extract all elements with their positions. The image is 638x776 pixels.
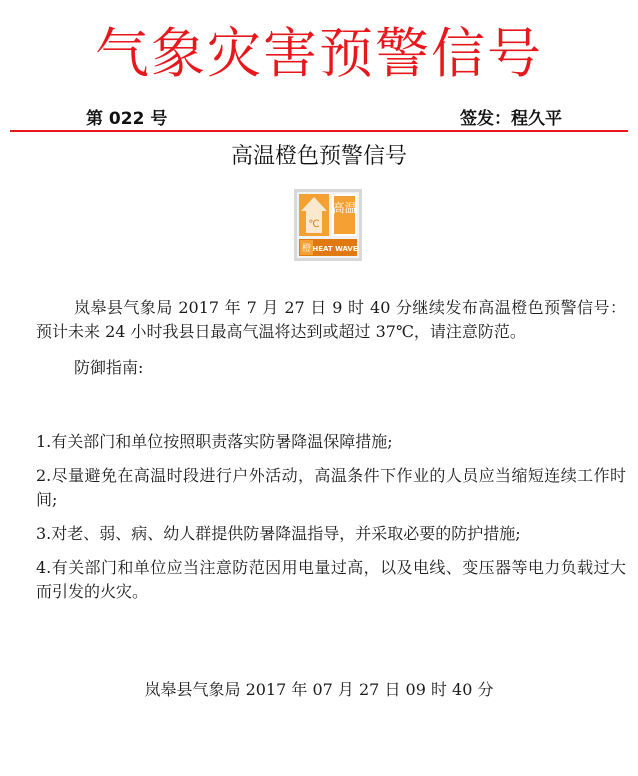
intro-paragraph: 岚皋县气象局 2017 年 7 月 27 日 9 时 40 分继续发布高温橙色预警信号：预计未来 24 小时我县日最高气温将达到或超过 37℃，请注意防范。 (36, 298, 626, 341)
banner-title: 气象灾害预警信号 (95, 22, 543, 85)
issue-number: 第 022 号 (86, 109, 168, 129)
guide-list (36, 430, 626, 614)
signer: 签发：程久平 (460, 109, 562, 129)
meta-row (0, 107, 638, 131)
guide-item: 3.对老、弱、病、幼人群提供防暑降温指导，并采取必要的防护措施; (36, 524, 521, 543)
celsius-symbol: ℃ (308, 219, 320, 230)
signal-title: 高温橙色预警信号 (230, 144, 407, 169)
icon-flag-char: 橙 (301, 244, 312, 254)
issuer-datetime: 岚皋县气象局 2017 年 07 月 27 日 09 时 40 分 (144, 680, 494, 699)
guide-item: 2.尽量避免在高温时段进行户外活动，高温条件下作业的人员应当缩短连续工作时间; (36, 466, 626, 509)
header-divider (10, 130, 628, 132)
heat-wave-orange-signal-icon (294, 189, 362, 261)
guide-item: 4.有关部门和单位应当注意防范因用电量过高，以及电线、变压器等电力负载过大而引发的火灾。 (36, 558, 626, 601)
icon-label-en: HEAT WAVE (312, 245, 358, 253)
guide-item: 1.有关部门和单位按照职责落实防暑降温保障措施; (36, 432, 393, 451)
guide-heading: 防御指南: (74, 358, 144, 377)
icon-label-cn: 高温 (332, 201, 357, 215)
